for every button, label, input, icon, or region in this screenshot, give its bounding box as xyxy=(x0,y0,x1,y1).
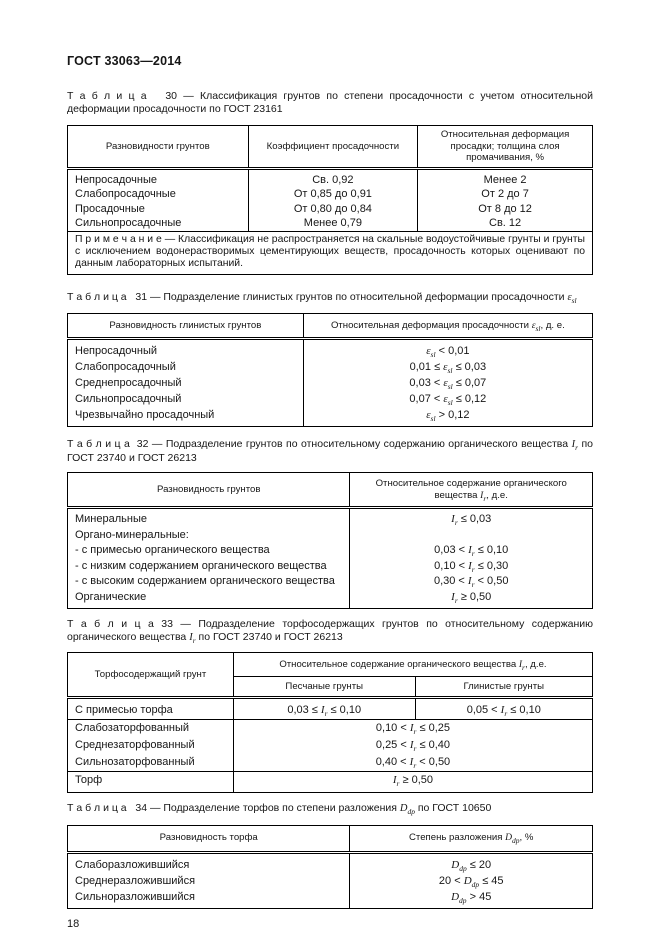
table-cell: Слабозаторфованный xyxy=(68,720,234,738)
table-row xyxy=(68,187,593,202)
header-cell: Относительное содержание органического вещества $I_r$, д.е. xyxy=(350,473,593,508)
table-31 xyxy=(67,313,593,427)
table-cell: Сильнопросадочные xyxy=(68,216,249,231)
table-note-row xyxy=(68,231,593,274)
table-cell: Сильноразложившийся xyxy=(68,889,350,909)
table-cell: Среднезаторфованный xyxy=(68,737,234,754)
table-cell: $20 < D_{dp} \le 45$ xyxy=(350,873,593,889)
table-cell: $\varepsilon_{sl} > 0,12$ xyxy=(303,407,592,427)
header-cell: Степень разложения $D_{dp}$, % xyxy=(350,825,593,852)
table-cell: Св. 0,92 xyxy=(248,168,418,187)
table-cell: От 0,80 до 0,84 xyxy=(248,202,418,217)
table-row xyxy=(68,754,593,772)
table-cell: $0,01 \le \varepsilon_{sl} \le 0,03$ xyxy=(303,359,592,375)
table-cell: $0,10 < I_r \le 0,30$ xyxy=(350,559,593,575)
table-header-row xyxy=(68,314,593,339)
table-row xyxy=(68,720,593,738)
table-33 xyxy=(67,652,593,793)
table31-caption: Т а б л и ц а 31 — Подразделение глинистых грунтов по относительной деформации просадочности $\varepsilon_{sl}$ xyxy=(67,290,577,305)
page-number: 18 xyxy=(67,917,80,930)
table-row xyxy=(68,508,593,528)
table-cell: Слаборазложившийся xyxy=(68,852,350,873)
table-note: П р и м е ч а н и е — Классификация не распространяется на скальные водоустойчивые грунты и грунты с исключением водонерастворимых цементирующих веществ, просадочность которых оценивают по данным лабораторных испытаний. xyxy=(68,231,593,274)
table-header-row xyxy=(68,825,593,852)
table-cell: Менее 2 xyxy=(418,168,593,187)
table-cell: Сильнопросадочный xyxy=(68,391,304,407)
table-cell: $D_{dp} > 45$ xyxy=(350,889,593,909)
table-cell: $0,25 < I_r \le 0,40$ xyxy=(233,737,592,754)
table-header-row xyxy=(68,126,593,169)
table-cell: Чрезвычайно просадочный xyxy=(68,407,304,427)
table-row xyxy=(68,543,593,559)
table-cell: $0,03 < \varepsilon_{sl} \le 0,07$ xyxy=(303,375,592,391)
header-cell: Разновидность грунтов xyxy=(68,473,350,508)
standard-number: ГОСТ 33063—2014 xyxy=(67,54,182,68)
table-cell: $I_r \le 0,03$ xyxy=(350,508,593,528)
table-cell xyxy=(350,528,593,544)
table-cell: - с высоким содержанием органического вещества xyxy=(68,574,350,590)
table-cell: Непросадочный xyxy=(68,339,304,360)
table-cell: Сильнозаторфованный xyxy=(68,754,234,772)
table-cell: Менее 0,79 xyxy=(248,216,418,231)
table-cell: $0,07 < \varepsilon_{sl} \le 0,12$ xyxy=(303,391,592,407)
table-row xyxy=(68,698,593,720)
table-row xyxy=(68,168,593,187)
header-cell: Разновидности грунтов xyxy=(68,126,249,169)
header-cell-span: Относительное содержание органического вещества $I_r$, д.е. xyxy=(233,653,592,677)
table-cell: Просадочные xyxy=(68,202,249,217)
table-cell: Слабопросадочный xyxy=(68,359,304,375)
table-row xyxy=(68,590,593,609)
table-cell: От 0,85 до 0,91 xyxy=(248,187,418,202)
table-30 xyxy=(67,125,593,275)
table-cell: Минеральные xyxy=(68,508,350,528)
table-cell: Св. 12 xyxy=(418,216,593,231)
table-cell: - с примесью органического вещества xyxy=(68,543,350,559)
table-row xyxy=(68,359,593,375)
table-row xyxy=(68,772,593,793)
table-row xyxy=(68,559,593,575)
table-row xyxy=(68,407,593,427)
table30-caption: Т а б л и ц а 30 — Классификация грунтов по степени просадочности с учетом относительной деформации просадочности по ГОСТ 23161 xyxy=(67,90,593,115)
header-cell: Разновидность торфа xyxy=(68,825,350,852)
table-cell: От 2 до 7 xyxy=(418,187,593,202)
table-cell: $0,03 < I_r \le 0,10$ xyxy=(350,543,593,559)
table-cell: $0,03 \le I_r \le 0,10$ xyxy=(233,698,415,720)
header-cell: Относительная деформация просадки; толщина слоя промачивания, % xyxy=(418,126,593,169)
table-cell: Среднеразложившийся xyxy=(68,873,350,889)
table-cell: $0,40 < I_r < 0,50$ xyxy=(233,754,592,772)
subheader-cell: Глинистые грунты xyxy=(415,677,592,698)
table-row xyxy=(68,574,593,590)
table-cell: $\varepsilon_{sl} < 0,01$ xyxy=(303,339,592,360)
table-cell: $I_r \ge 0,50$ xyxy=(350,590,593,609)
header-cell: Коэффициент просадочности xyxy=(248,126,418,169)
table-header-row xyxy=(68,473,593,508)
table-34 xyxy=(67,825,593,909)
table-cell: Органо-минеральные: xyxy=(68,528,350,544)
table-cell: $D_{dp} \le 20$ xyxy=(350,852,593,873)
table-cell: - с низким содержанием органического вещества xyxy=(68,559,350,575)
table-cell: Непросадочные xyxy=(68,168,249,187)
header-cell: Относительная деформация просадочности $\varepsilon_{sl}$, д. е. xyxy=(303,314,592,339)
table-cell: $0,30 < I_r < 0,50$ xyxy=(350,574,593,590)
table-row xyxy=(68,216,593,231)
table-row xyxy=(68,737,593,754)
table-row xyxy=(68,391,593,407)
subheader-cell: Песчаные грунты xyxy=(233,677,415,698)
table-32 xyxy=(67,472,593,609)
table34-caption: Т а б л и ц а 34 — Подразделение торфов по степени разложения $D_{dp}$ по ГОСТ 10650 xyxy=(67,802,492,817)
table-cell: $I_r \ge 0,50$ xyxy=(233,772,592,793)
header-cell: Торфосодержащий грунт xyxy=(68,653,234,698)
table-cell: $0,10 < I_r \le 0,25$ xyxy=(233,720,592,738)
table-row xyxy=(68,528,593,544)
table-row xyxy=(68,873,593,889)
table-row xyxy=(68,202,593,217)
table33-caption: Т а б л и ц а 33 — Подразделение торфосодержащих грунтов по относительному содержанию органического вещества $I_r$ по ГОСТ 23740 и ГОСТ 26213 xyxy=(67,618,593,645)
table-row xyxy=(68,852,593,873)
table-row xyxy=(68,339,593,360)
table-cell: Органические xyxy=(68,590,350,609)
header-cell: Разновидность глинистых грунтов xyxy=(68,314,304,339)
table32-caption: Т а б л и ц а 32 — Подразделение грунтов по относительному содержанию органического вещества $I_r$ по ГОСТ 23740 и ГОСТ 26213 xyxy=(67,438,593,464)
table-row xyxy=(68,375,593,391)
table-cell: $0,05 < I_r \le 0,10$ xyxy=(415,698,592,720)
table-cell: Среднепросадочный xyxy=(68,375,304,391)
table-cell: Торф xyxy=(68,772,234,793)
table-cell: От 8 до 12 xyxy=(418,202,593,217)
table-row xyxy=(68,889,593,909)
table-header-row xyxy=(68,653,593,677)
table-cell: С примесью торфа xyxy=(68,698,234,720)
table-cell: Слабопросадочные xyxy=(68,187,249,202)
